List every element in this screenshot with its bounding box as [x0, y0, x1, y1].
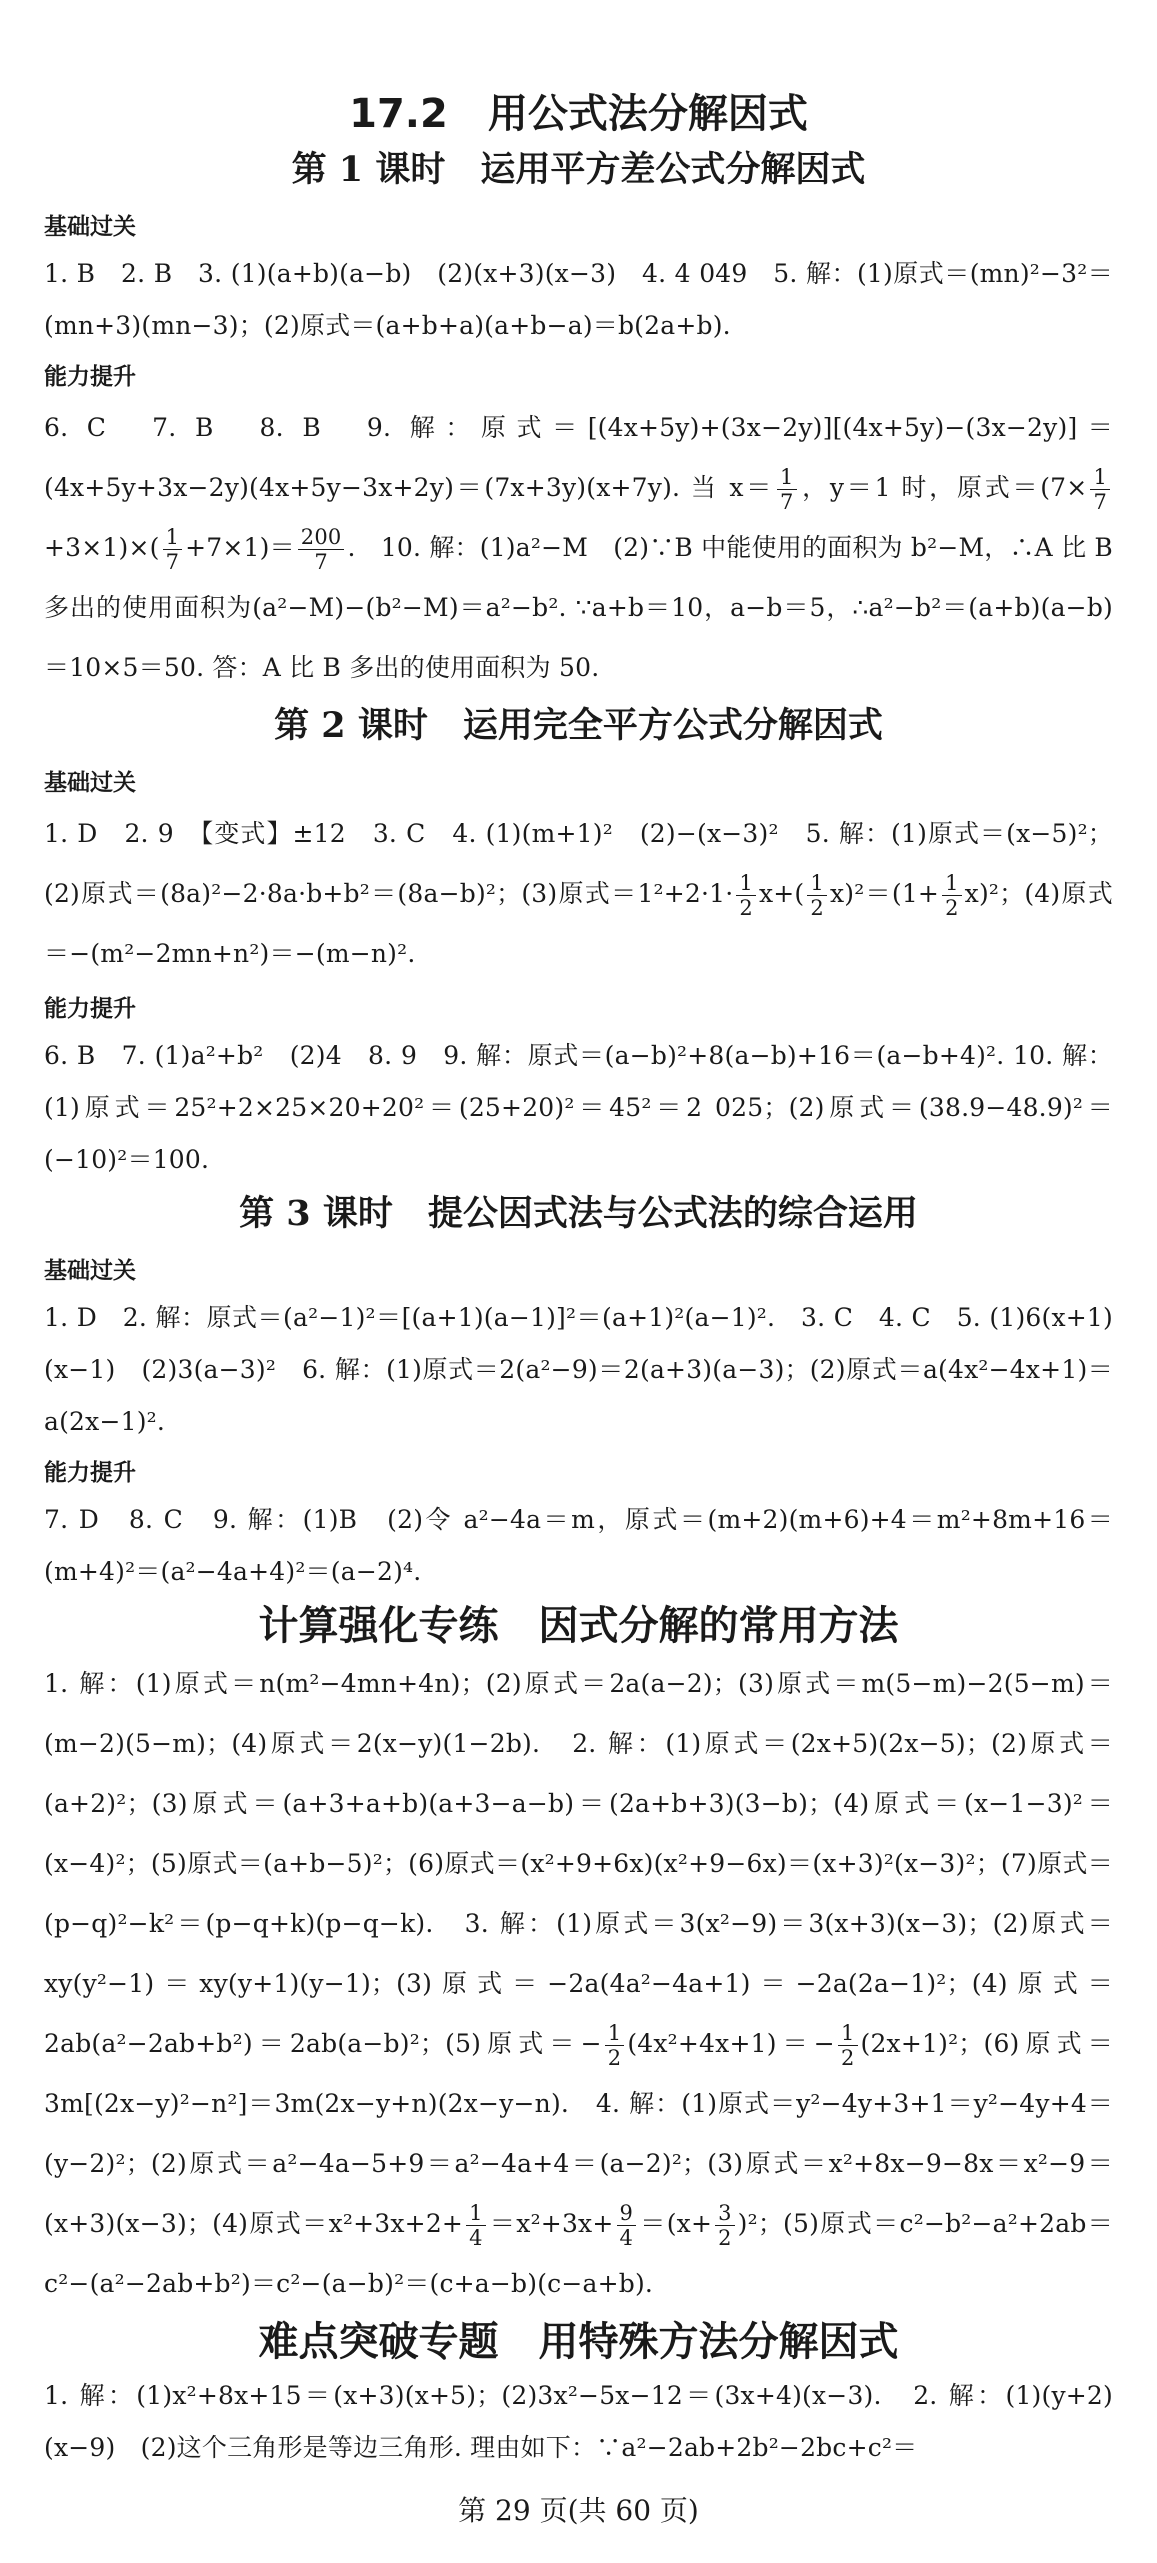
- lesson2-title: 第 2 课时 运用完全平方公式分解因式: [274, 705, 883, 746]
- lesson2-basic-answers: 1. D 2. 9 【变式】±12 3. C 4. (1)(m+1)² (2)−(x−3)² 5. 解：(1)原式＝(x−5)²；(2)原式＝(8a)²−2·8a·b+b²＝(8a−b)²；(3)原式＝1²+2·1· $\frac{1}{2}$ x+( $\frac{1}{2}$ x)²＝(1+ $\frac{1}{2}$ x)²；(4)原式＝−(m²−2mn+n²)＝−(m−n)².: [44, 819, 1113, 968]
- fraction: $\frac{3}{2}$: [715, 2201, 735, 2250]
- fraction: $\frac{1}{7}$: [777, 465, 797, 514]
- fraction: $\frac{200}{7}$: [298, 525, 345, 574]
- fraction: $\frac{1}{2}$: [942, 871, 962, 920]
- lesson1-improve-answers: 6. C 7. B 8. B 9. 解：原式＝[(4x+5y)+(3x−2y)][(4x+5y)−(3x−2y)]＝(4x+5y+3x−2y)(4x+5y−3x+2y)＝(7x+3y)(x+7y). 当 x＝ $\frac{1}{7}$ ，y＝1 时，原式＝(7× $\frac{1}{7}$ +3×1)×( $\frac{1}{7}$ +7×1)＝ $\frac{200}{7}$ . 10. 解：(1)a²−M (2)∵B 中能使用的面积为 b²−M，∴A 比 B 多出的使用面积为(a²−M)−(b²−M)＝a²−b². ∵a+b＝10，a−b＝5，∴a²−b²＝(a+b)(a−b)＝10×5＝50. 答：A 比 B 多出的使用面积为 50.: [44, 413, 1113, 682]
- page-footer: 第 29 页(共 60 页): [458, 2494, 699, 2527]
- lesson2-improve-heading: 能力提升: [44, 996, 136, 1022]
- fraction: $\frac{1}{7}$: [163, 525, 183, 574]
- lesson3-title: 第 3 课时 提公因式法与公式法的综合运用: [239, 1193, 918, 1234]
- lesson1-title: 第 1 课时 运用平方差公式分解因式: [291, 149, 866, 190]
- lesson1-basic-answers: 1. B 2. B 3. (1)(a+b)(a−b) (2)(x+3)(x−3) 4. 4 049 5. 解：(1)原式＝(mn)²−3²＝(mn+3)(mn−3)；(2)原式＝(a+b+a)(a+b−a)＝b(2a+b).: [44, 259, 1113, 340]
- fraction: $\frac{1}{4}$: [466, 2201, 486, 2250]
- special2-answers: 1. 解：(1)x²+8x+15＝(x+3)(x+5)；(2)3x²−5x−12＝(3x+4)(x−3). 2. 解：(1)(y+2)(x−9) (2)这个三角形是等边三角形. 理由如下：∵a²−2ab+2b²−2bc+c²＝: [44, 2381, 1113, 2462]
- main-title: 17.2 用公式法分解因式: [349, 91, 808, 137]
- fraction: $\frac{1}{7}$: [1090, 465, 1110, 514]
- special1-title: 计算强化专练 因式分解的常用方法: [258, 1603, 899, 1649]
- fraction: $\frac{1}{2}$: [605, 2021, 625, 2070]
- fraction: $\frac{1}{2}$: [838, 2021, 858, 2070]
- lesson3-improve-answers: 7. D 8. C 9. 解：(1)B (2)令 a²−4a＝m，原式＝(m+2)(m+6)+4＝m²+8m+16＝(m+4)²＝(a²−4a+4)²＝(a−2)⁴.: [44, 1505, 1113, 1586]
- lesson1-basic-heading: 基础过关: [44, 214, 136, 240]
- fraction: $\frac{9}{4}$: [617, 2201, 637, 2250]
- lesson3-improve-heading: 能力提升: [44, 1460, 136, 1486]
- lesson1-improve-heading: 能力提升: [44, 364, 136, 390]
- fraction: $\frac{1}{2}$: [807, 871, 827, 920]
- lesson3-basic-heading: 基础过关: [44, 1258, 136, 1284]
- lesson2-basic-heading: 基础过关: [44, 770, 136, 796]
- fraction: $\frac{1}{2}$: [736, 871, 756, 920]
- lesson3-basic-answers: 1. D 2. 解：原式＝(a²−1)²＝[(a+1)(a−1)]²＝(a+1)²(a−1)². 3. C 4. C 5. (1)6(x+1)(x−1) (2)3(a−3)² 6. 解：(1)原式＝2(a²−9)＝2(a+3)(a−3)；(2)原式＝a(4x²−4x+1)＝a(2x−1)².: [44, 1303, 1113, 1436]
- special2-title: 难点突破专题 用特殊方法分解因式: [258, 2319, 899, 2365]
- special1-answers: 1. 解：(1)原式＝n(m²−4mn+4n)；(2)原式＝2a(a−2)；(3)原式＝m(5−m)−2(5−m)＝(m−2)(5−m)；(4)原式＝2(x−y)(1−2b). 2. 解：(1)原式＝(2x+5)(2x−5)；(2)原式＝(a+2)²；(3)原式＝(a+3+a+b)(a+3−a−b)＝(2a+b+3)(3−b)；(4)原式＝(x−1−3)²＝(x−4)²；(5)原式＝(a+b−5)²；(6)原式＝(x²+9+6x)(x²+9−6x)＝(x+3)²(x−3)²；(7)原式＝(p−q)²−k²＝(p−q+k)(p−q−k). 3. 解：(1)原式＝3(x²−9)＝3(x+3)(x−3)；(2)原式＝xy(y²−1)＝xy(y+1)(y−1)；(3)原式＝−2a(4a²−4a+1)＝−2a(2a−1)²；(4)原式＝2ab(a²−2ab+b²)＝2ab(a−b)²；(5)原式＝− $\frac{1}{2}$ (4x²+4x+1)＝− $\frac{1}{2}$ (2x+1)²；(6)原式＝3m[(2x−y)²−n²]＝3m(2x−y+n)(2x−y−n). 4. 解：(1)原式＝y²−4y+3+1＝y²−4y+4＝(y−2)²；(2)原式＝a²−4a−5+9＝a²−4a+4＝(a−2)²；(3)原式＝x²+8x−9−8x＝x²−9＝(x+3)(x−3)；(4)原式＝x²+3x+2+ $\frac{1}{4}$ ＝x²+3x+ $\frac{9}{4}$ ＝(x+ $\frac{3}{2}$ )²；(5)原式＝c²−b²−a²+2ab＝c²−(a²−2ab+b²)＝c²−(a−b)²＝(c+a−b)(c−a+b).: [44, 1669, 1113, 2298]
- lesson2-improve-answers: 6. B 7. (1)a²+b² (2)4 8. 9 9. 解：原式＝(a−b)²+8(a−b)+16＝(a−b+4)². 10. 解：(1)原式＝25²+2×25×20+20²＝(25+20)²＝45²＝2 025；(2)原式＝(38.9−48.9)²＝(−10)²＝100.: [44, 1041, 1113, 1174]
